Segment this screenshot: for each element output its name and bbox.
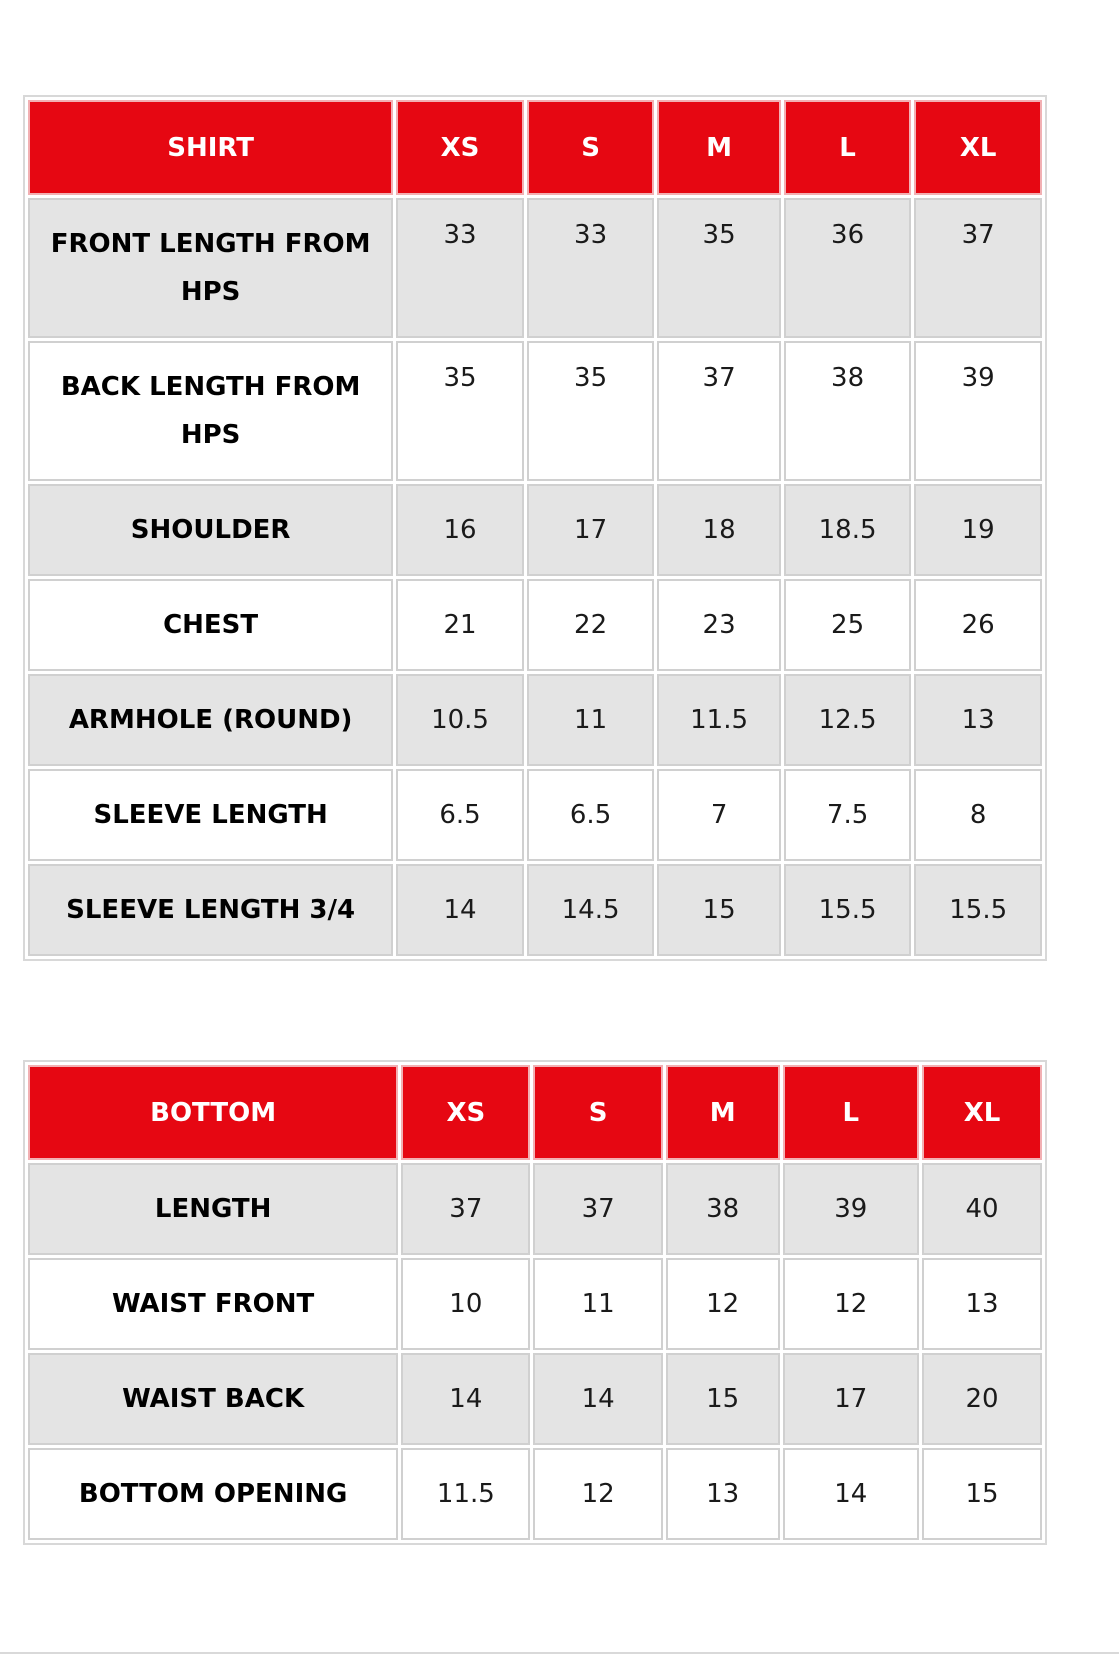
cell-value: 15 bbox=[922, 1448, 1042, 1540]
cell-value: 20 bbox=[922, 1353, 1042, 1445]
cell-value: 12.5 bbox=[784, 674, 912, 766]
cell-value: 18.5 bbox=[784, 484, 912, 576]
cell-value: 25 bbox=[784, 579, 912, 671]
cell-value: 15.5 bbox=[784, 864, 912, 956]
size-header-xl: XL bbox=[914, 100, 1042, 195]
table-row bbox=[28, 1258, 1042, 1350]
cell-value: 33 bbox=[396, 198, 524, 338]
size-header-s: S bbox=[533, 1065, 662, 1160]
shirt-header-row bbox=[28, 100, 1042, 195]
cell-value: 16 bbox=[396, 484, 524, 576]
cell-value: 12 bbox=[666, 1258, 780, 1350]
size-header-m: M bbox=[657, 100, 780, 195]
cell-value: 17 bbox=[783, 1353, 920, 1445]
row-label: BACK LENGTH FROM HPS bbox=[28, 341, 393, 481]
table-row bbox=[28, 1163, 1042, 1255]
size-header-l: L bbox=[783, 1065, 920, 1160]
cell-value: 14 bbox=[783, 1448, 920, 1540]
cell-value: 11.5 bbox=[657, 674, 780, 766]
cell-value: 13 bbox=[922, 1258, 1042, 1350]
cell-value: 12 bbox=[783, 1258, 920, 1350]
cell-value: 23 bbox=[657, 579, 780, 671]
cell-value: 6.5 bbox=[396, 769, 524, 861]
row-label: SHOULDER bbox=[28, 484, 393, 576]
cell-value: 33 bbox=[527, 198, 655, 338]
cell-value: 11.5 bbox=[401, 1448, 530, 1540]
table-row bbox=[28, 1353, 1042, 1445]
cell-value: 14 bbox=[401, 1353, 530, 1445]
size-header-m: M bbox=[666, 1065, 780, 1160]
cell-value: 7 bbox=[657, 769, 780, 861]
cell-value: 37 bbox=[401, 1163, 530, 1255]
cell-value: 6.5 bbox=[527, 769, 655, 861]
size-header-xs: XS bbox=[401, 1065, 530, 1160]
cell-value: 17 bbox=[527, 484, 655, 576]
cell-value: 19 bbox=[914, 484, 1042, 576]
shirt-size-table bbox=[23, 95, 1047, 961]
cell-value: 35 bbox=[396, 341, 524, 481]
cell-value: 40 bbox=[922, 1163, 1042, 1255]
table-row bbox=[28, 674, 1042, 766]
row-label: ARMHOLE (ROUND) bbox=[28, 674, 393, 766]
cell-value: 14 bbox=[533, 1353, 662, 1445]
row-label: SLEEVE LENGTH bbox=[28, 769, 393, 861]
cell-value: 8 bbox=[914, 769, 1042, 861]
row-label: LENGTH bbox=[28, 1163, 398, 1255]
cell-value: 7.5 bbox=[784, 769, 912, 861]
cell-value: 15 bbox=[666, 1353, 780, 1445]
cell-value: 11 bbox=[533, 1258, 662, 1350]
bottom-header-cell: BOTTOM bbox=[28, 1065, 398, 1160]
cell-value: 13 bbox=[914, 674, 1042, 766]
row-label: BOTTOM OPENING bbox=[28, 1448, 398, 1540]
table-row bbox=[28, 198, 1042, 338]
cell-value: 35 bbox=[527, 341, 655, 481]
cell-value: 14.5 bbox=[527, 864, 655, 956]
cell-value: 38 bbox=[784, 341, 912, 481]
cell-value: 18 bbox=[657, 484, 780, 576]
row-label: FRONT LENGTH FROM HPS bbox=[28, 198, 393, 338]
cell-value: 35 bbox=[657, 198, 780, 338]
row-label: CHEST bbox=[28, 579, 393, 671]
cell-value: 37 bbox=[657, 341, 780, 481]
table-row bbox=[28, 769, 1042, 861]
table-row bbox=[28, 1448, 1042, 1540]
page-divider bbox=[0, 1652, 1119, 1654]
size-header-xl: XL bbox=[922, 1065, 1042, 1160]
cell-value: 38 bbox=[666, 1163, 780, 1255]
cell-value: 22 bbox=[527, 579, 655, 671]
cell-value: 39 bbox=[914, 341, 1042, 481]
table-row bbox=[28, 864, 1042, 956]
cell-value: 15.5 bbox=[914, 864, 1042, 956]
cell-value: 10 bbox=[401, 1258, 530, 1350]
table-row bbox=[28, 341, 1042, 481]
cell-value: 11 bbox=[527, 674, 655, 766]
cell-value: 10.5 bbox=[396, 674, 524, 766]
row-label: SLEEVE LENGTH 3/4 bbox=[28, 864, 393, 956]
row-label: WAIST FRONT bbox=[28, 1258, 398, 1350]
bottom-size-table bbox=[23, 1060, 1047, 1545]
cell-value: 12 bbox=[533, 1448, 662, 1540]
table-row bbox=[28, 484, 1042, 576]
cell-value: 36 bbox=[784, 198, 912, 338]
shirt-header-cell: SHIRT bbox=[28, 100, 393, 195]
cell-value: 39 bbox=[783, 1163, 920, 1255]
cell-value: 26 bbox=[914, 579, 1042, 671]
cell-value: 15 bbox=[657, 864, 780, 956]
size-header-s: S bbox=[527, 100, 655, 195]
table-row bbox=[28, 579, 1042, 671]
cell-value: 21 bbox=[396, 579, 524, 671]
row-label: WAIST BACK bbox=[28, 1353, 398, 1445]
cell-value: 37 bbox=[914, 198, 1042, 338]
bottom-header-row bbox=[28, 1065, 1042, 1160]
size-header-xs: XS bbox=[396, 100, 524, 195]
cell-value: 37 bbox=[533, 1163, 662, 1255]
cell-value: 14 bbox=[396, 864, 524, 956]
size-header-l: L bbox=[784, 100, 912, 195]
cell-value: 13 bbox=[666, 1448, 780, 1540]
